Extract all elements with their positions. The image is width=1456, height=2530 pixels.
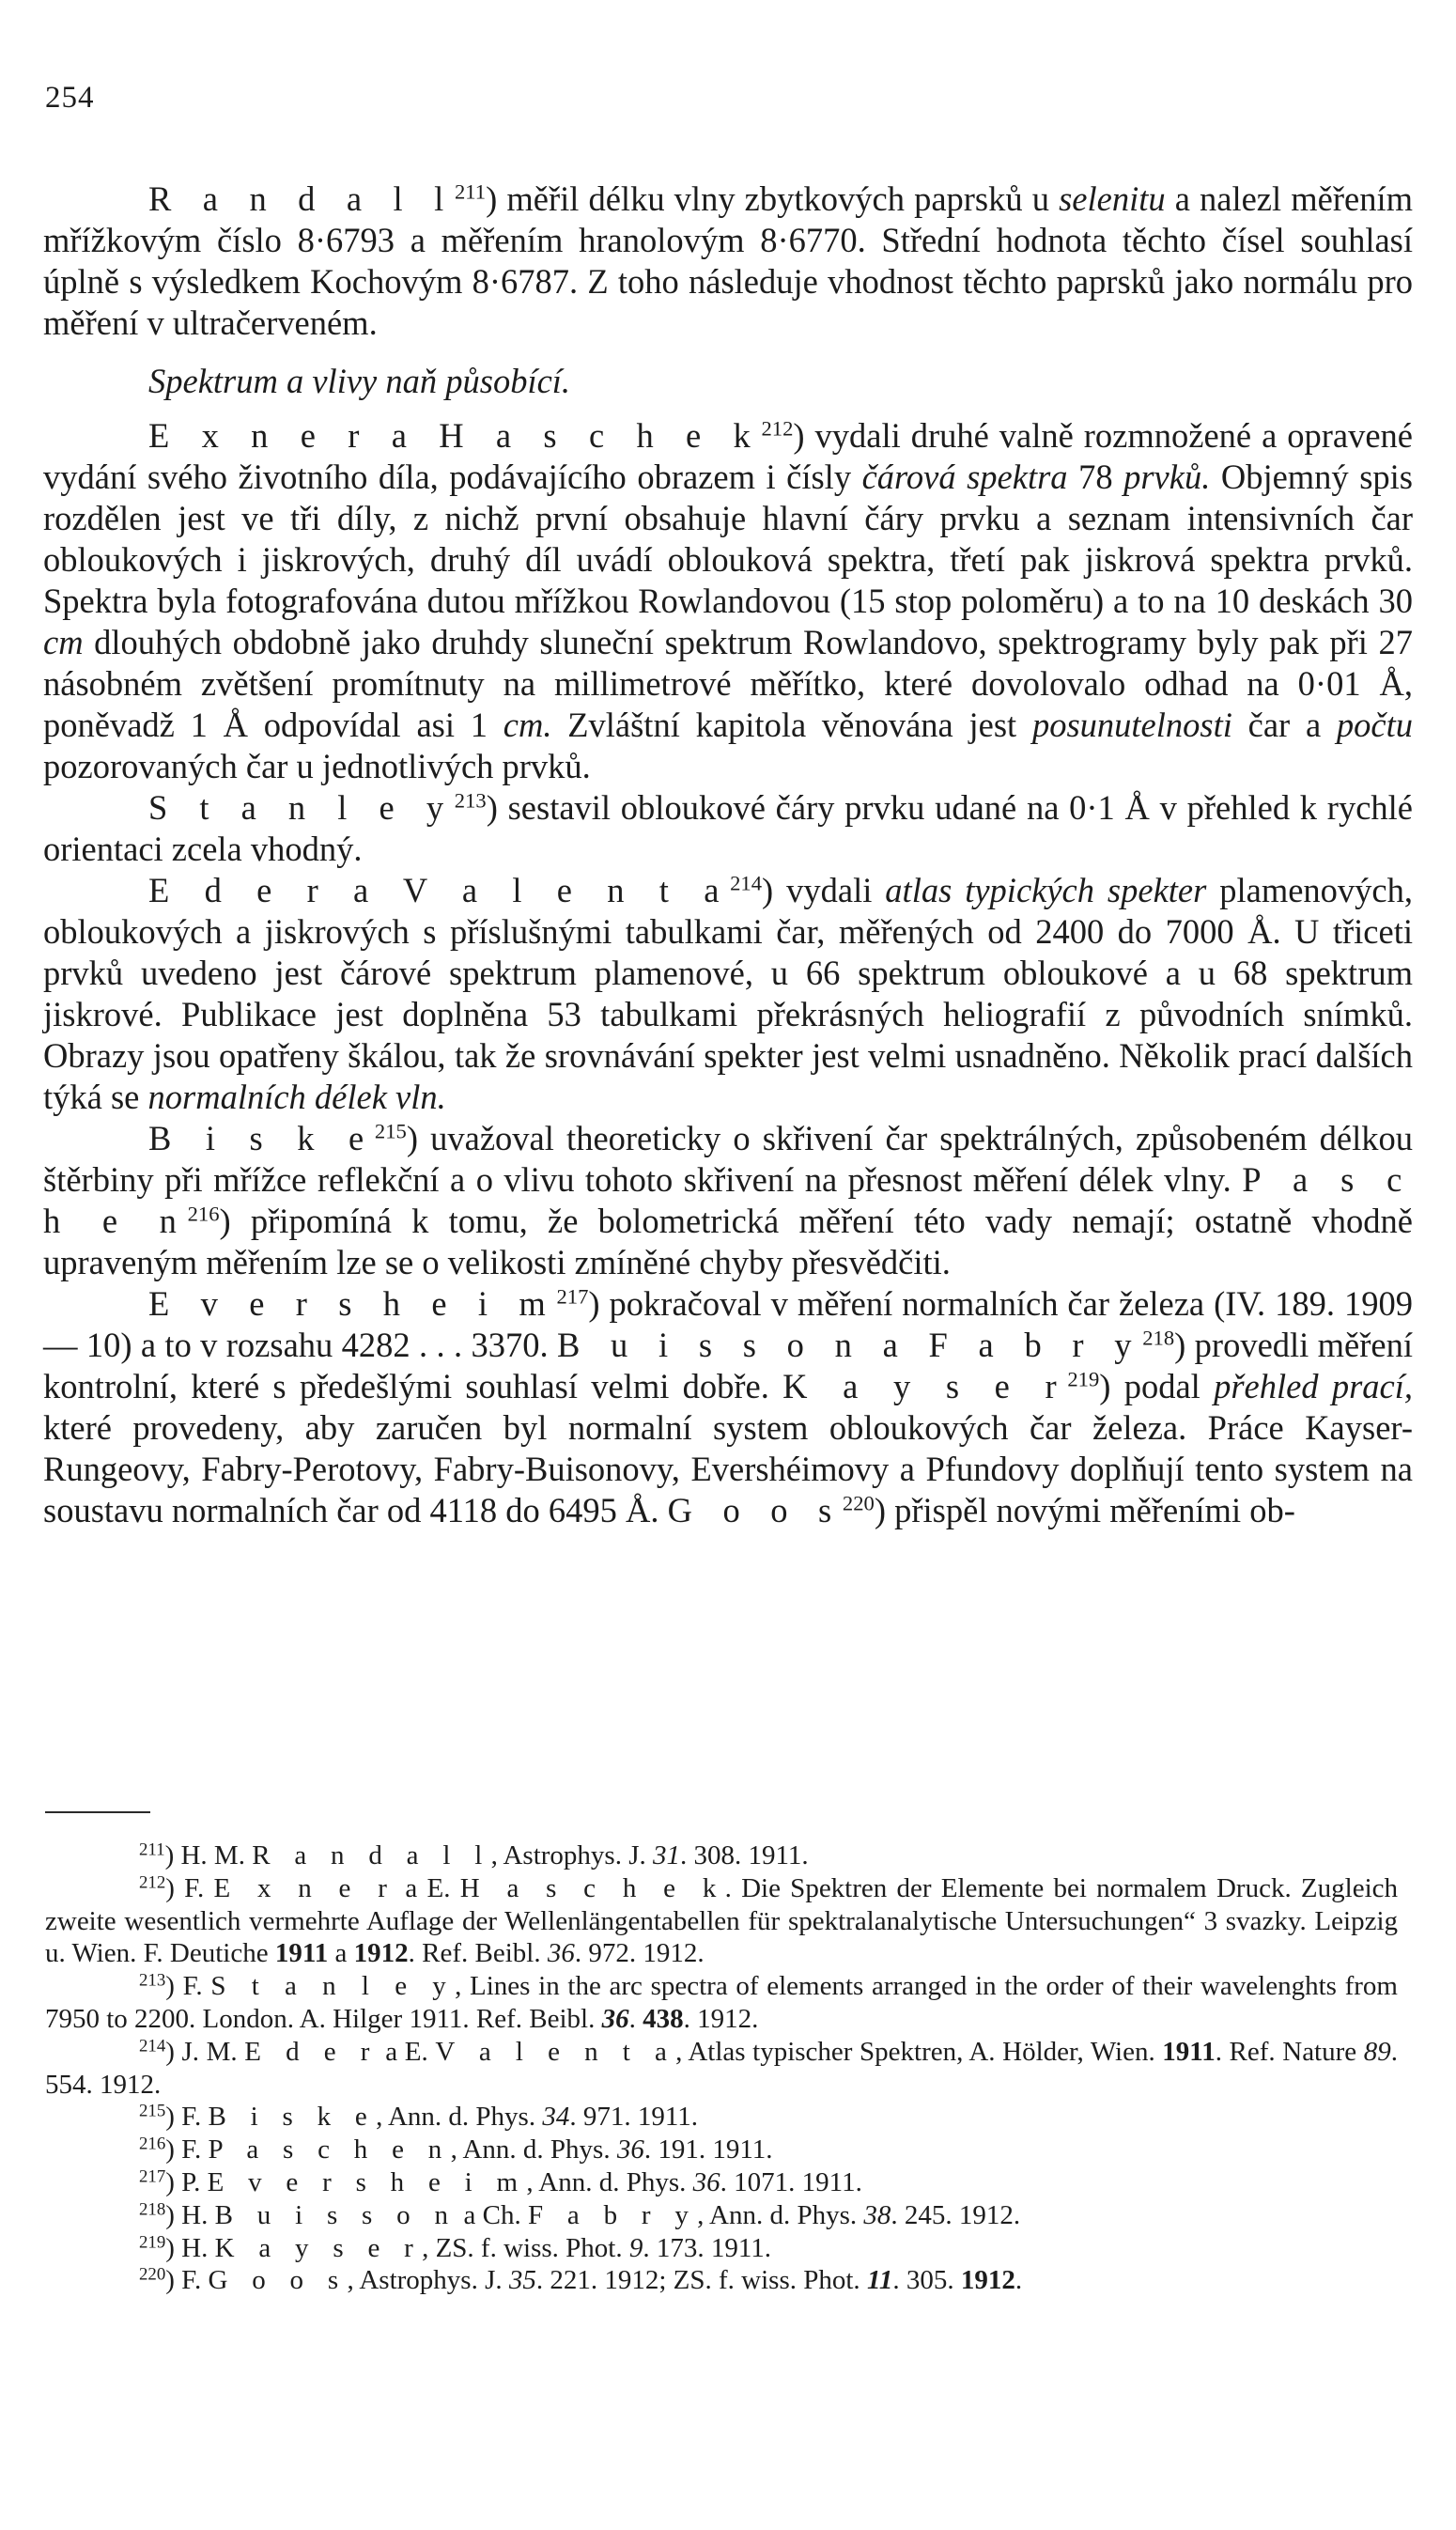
- author-name: B u i s s o n: [214, 2199, 457, 2230]
- emphasis-text: přehled prací,: [1214, 1367, 1413, 1405]
- text-run: . 191. 1911.: [643, 2134, 773, 2165]
- footnote-number: 218: [139, 2199, 166, 2220]
- text-run: ) podal: [1099, 1367, 1215, 1405]
- text-run: ) F.: [165, 2102, 209, 2133]
- text-run: , Lines in the arc spectra of elements arranged in the order of their wavelenghts from 7950 to 2200. London. A. Hilger 1911. Ref. Beibl.: [45, 1971, 1398, 2034]
- text-run: a Ch.: [457, 2199, 528, 2230]
- text-run: ) F.: [165, 2265, 209, 2296]
- footnote-211: [45, 1839, 1398, 1872]
- footnote-number: 211: [139, 1839, 165, 1860]
- paragraph-eversheim: [43, 1283, 1413, 1531]
- text-run: ) přispěl novými měřeními ob-: [874, 1491, 1295, 1529]
- text-run: . 1912.: [683, 2003, 759, 2034]
- author-name: G o o s: [667, 1491, 843, 1529]
- volume-number: 36: [692, 2166, 720, 2197]
- footnote-number: 217: [139, 2166, 166, 2187]
- footnote-ref[interactable]: 213: [454, 788, 487, 813]
- footnote-divider: [45, 1811, 150, 1813]
- author-name: E d e r a V a l e n t a: [148, 871, 731, 909]
- text-run: ) sestavil obloukové čáry prvku udané na 0·1 Å v přehled k rychlé orientaci zcela vhodný.: [43, 788, 1413, 868]
- author-name: H a s c h e k: [459, 1872, 725, 1903]
- emphasis-text: normalních délek vln.: [147, 1078, 446, 1116]
- text-run: ) P.: [165, 2166, 208, 2197]
- author-name: B u i s s o n a F a b r y: [556, 1326, 1143, 1364]
- text-run: ) pokračoval v měření normalních čar železa (IV. 189. 1909 — 10) a to v rozsahu 4282 . . . 3370.: [43, 1284, 1414, 1364]
- text-run: 78: [1067, 458, 1124, 496]
- footnote-220: [45, 2264, 1398, 2297]
- volume-number: 11: [866, 2265, 893, 2296]
- text-run: . 971. 1911.: [569, 2102, 699, 2133]
- text-run: ) vydali druhé valně rozmnožené a opravené vydání svého životního díla, podávajícího obrazem i čísly: [43, 416, 1413, 496]
- paragraph-exner-haschek: [43, 415, 1413, 787]
- text-run: , Atlas typischer Spektren, A. Hölder, Wien.: [675, 2036, 1163, 2067]
- text-run: , Astrophys. J.: [347, 2265, 509, 2296]
- emphasis-text: cm.: [503, 706, 552, 744]
- text-run: Zvláštní kapitola věnována jest: [551, 706, 1032, 744]
- text-run: dlouhých obdobně jako druhdy sluneční spektrum Rowlandovo, spektrogramy byly pak při 27 násobném zvětšení promítnuty na millimetrové měřítko, které dovolovalo odhad na 0·01 Å, poněvadž 1 Å odpovídal asi 1: [43, 623, 1413, 744]
- text-run: , Ann. d. Phys.: [526, 2166, 693, 2197]
- footnote-ref[interactable]: 215: [374, 1119, 407, 1143]
- paragraph-randall: [43, 178, 1413, 344]
- text-run: . 221. 1912; ZS. f. wiss. Phot.: [535, 2265, 867, 2296]
- year: 1911: [1162, 2036, 1216, 2067]
- text-run: a nalezl měřením mřížkovým číslo 8·6793 a měřením hranolovým 8·6770. Střední hodnota těchto čísel souhlasí úplně s výsledkem Kochovým 8·6787. Z toho následuje vhodnost těchto paprsků jako normálu pro měření v ultračerveném.: [43, 179, 1413, 342]
- text-run: . Ref. Nature: [1215, 2036, 1364, 2067]
- author-name: E v e r s h e i m: [148, 1284, 557, 1323]
- author-name: E x n e r: [213, 1872, 396, 1903]
- text-run: . Ref. Beibl.: [408, 1938, 548, 1969]
- footnote-number: 212: [139, 1872, 166, 1893]
- text-run: ) H.: [165, 2199, 215, 2230]
- text-run: Objemný spis rozdělen jest ve tři díly, z nichž první obsahuje hlavní čáry prvku a seznam intensivních čar obloukových i jiskrových, druhý díl uvádí oblouková spektra, třetí pak jiskrová spektra prvků. Spektra byla fotografována dutou mřížkou Rowlandovou (15 stop poloměru) a to na 10 deskách 30: [43, 458, 1413, 620]
- text-run: ) uvažoval theoreticky o skřivení čar spektrálných, způsobeném délkou štěrbiny při mřížce reflekční a o vlivu tohoto skřivení na přesnost měření délek vlny.: [43, 1119, 1413, 1199]
- footnote-number: 216: [139, 2134, 166, 2154]
- text-run: , ZS. f. wiss. Phot.: [422, 2232, 629, 2263]
- year: 1911: [274, 1938, 329, 1969]
- author-name: E d e r: [244, 2036, 379, 2067]
- footnotes: [45, 1839, 1398, 2297]
- text-run: . 245. 1912.: [891, 2199, 1021, 2230]
- author-name: E v e r s h e i m: [207, 2166, 527, 2197]
- footnote-ref[interactable]: 219: [1067, 1367, 1100, 1391]
- emphasis-text: posunutelnosti: [1031, 706, 1232, 744]
- text-run: . 972. 1912.: [574, 1938, 705, 1969]
- volume-number: 34: [542, 2102, 570, 2133]
- author-name: B i s k e: [208, 2102, 377, 2133]
- text-run: čar a: [1231, 706, 1337, 744]
- footnote-ref[interactable]: 217: [556, 1284, 589, 1309]
- text-run: . 305.: [892, 2265, 961, 2296]
- section-subheading: Spektrum a vlivy naň působící.: [148, 362, 571, 400]
- footnote-215: [45, 2101, 1398, 2134]
- page-number: 254: [45, 81, 95, 115]
- text-run: , Ann. d. Phys.: [450, 2134, 617, 2165]
- volume-number: 36: [547, 1938, 575, 1969]
- year: 1912: [353, 1938, 409, 1969]
- footnote-number: 219: [139, 2232, 166, 2253]
- footnote-number: 213: [139, 1970, 166, 1991]
- text-run: ) F.: [165, 1971, 211, 2002]
- text-run: a E.: [378, 2036, 436, 2067]
- text-run: a E.: [395, 1872, 460, 1903]
- text-run: ) H. M.: [164, 1840, 253, 1870]
- text-run: ) J. M.: [165, 2036, 245, 2067]
- paragraph-biske: [43, 1118, 1413, 1283]
- emphasis-text: počtu: [1336, 706, 1413, 744]
- text-run: .: [1015, 2265, 1023, 2296]
- author-name: K a y s e r: [782, 1367, 1068, 1405]
- author-name: E x n e r a H a s c h e k: [148, 416, 762, 455]
- footnote-216: [45, 2134, 1398, 2166]
- text-run: . 554. 1912.: [45, 2036, 1398, 2100]
- author-name: S t a n l e y: [148, 788, 455, 827]
- footnote-218: [45, 2199, 1398, 2232]
- volume-number: 38: [863, 2199, 891, 2230]
- text-run: ) F.: [165, 1872, 214, 1903]
- volume-number: 36: [601, 2003, 629, 2034]
- footnote-ref[interactable]: 218: [1142, 1326, 1175, 1350]
- volume-number: 36: [616, 2134, 644, 2165]
- footnote-ref[interactable]: 212: [761, 416, 794, 441]
- text-run: které provedeny, aby zaručen byl normalní system obloukových čar železa. Práce Kayser-Rungeovy, Fabry-Perotovy, Fabry-Buisonovy, Evershéimovy a Pfundovy doplňují tento system na soustavu normalních čar od 4118 do 6495 Å.: [43, 1408, 1413, 1529]
- footnote-number: 220: [139, 2264, 166, 2285]
- author-name: P a s c h e n: [208, 2134, 451, 2165]
- footnote-ref[interactable]: 211: [454, 179, 487, 204]
- footnote-number: 214: [139, 2036, 166, 2057]
- text-run: , Ann. d. Phys.: [697, 2199, 864, 2230]
- body-text: [43, 178, 1413, 1531]
- footnote-217: [45, 2166, 1398, 2199]
- emphasis-text: čárová spektra: [861, 458, 1068, 496]
- emphasis-text: cm: [43, 623, 84, 661]
- page-ref: 438: [643, 2003, 684, 2034]
- text-run: . 308. 1911.: [679, 1840, 809, 1870]
- text-run: ) připomíná k tomu, že bolometrická měření této vady nemají; ostatně vhodně upraveným měřením lze se o velikosti zmíněné chyby přesvědčiti.: [43, 1202, 1413, 1281]
- author-name: S t a n l e y: [210, 1971, 456, 2002]
- footnote-214: [45, 2036, 1398, 2102]
- text-run: ) vydali: [762, 871, 886, 909]
- text-run: plamenových, obloukových a jiskrových s příslušnými tabulkami čar, měřených od 2400 do 7000 Å. U třiceti prvků uvedeno jest čárové spektrum plamenové, u 66 spektrum obloukové a u 68 spektrum jiskrové. Publikace jest doplněna 53 tabulkami překrásných heliografií z původních snímků. Obrazy jsou opatřeny škálou, tak že srovnávání spekter jest velmi usnadněno. Několik prací dalších týká se: [43, 871, 1414, 1116]
- paragraph-eder-valenta: [43, 870, 1413, 1118]
- footnote-ref[interactable]: 220: [842, 1491, 875, 1515]
- emphasis-text: prvků.: [1123, 458, 1211, 496]
- text-run: .: [628, 2003, 643, 2034]
- text-run: . 173. 1911.: [643, 2232, 772, 2263]
- volume-number: 89: [1363, 2036, 1391, 2067]
- author-name: R a n d a l l: [148, 179, 455, 218]
- author-name: V a l e n t a: [435, 2036, 676, 2067]
- author-name: F a b r y: [527, 2199, 698, 2230]
- author-name: B i s k e: [148, 1119, 375, 1157]
- footnote-213: [45, 1970, 1398, 2036]
- emphasis-text: selenitu: [1059, 179, 1166, 218]
- text-run: ) H.: [165, 2232, 215, 2263]
- text-run: a: [328, 1938, 354, 1969]
- year: 1912: [960, 2265, 1015, 2296]
- text-run: ) měřil délku vlny zbytkových paprsků u: [486, 179, 1060, 218]
- footnote-ref[interactable]: 214: [730, 871, 763, 895]
- author-name: G o o s: [208, 2265, 348, 2296]
- text-run: ) F.: [165, 2134, 209, 2165]
- volume-number: 9: [628, 2232, 643, 2263]
- text-run: , Astrophys. J.: [490, 1840, 653, 1870]
- footnote-212: [45, 1872, 1398, 1970]
- emphasis-text: atlas typických spekter: [885, 871, 1207, 909]
- text-run: . 1071. 1911.: [720, 2166, 862, 2197]
- author-name: R a n d a l l: [252, 1840, 491, 1870]
- text-run: ) provedli měření kontrolní, které s předešlými souhlasí velmi dobře.: [43, 1326, 1413, 1405]
- author-name: K a y s e r: [214, 2232, 423, 2263]
- footnote-219: [45, 2232, 1398, 2265]
- text-run: . Die Spektren der Elemente bei normalem Druck. Zugleich zweite wesentlich vermehrte Auflage der Wellenlängentabellen für spektralanalytische Untersuchungen“ 3 svazky. Leipzig u. Wien. F. Deutiche: [45, 1872, 1398, 1969]
- volume-number: 35: [508, 2265, 536, 2296]
- footnote-ref[interactable]: 216: [187, 1202, 220, 1226]
- text-run: , Ann. d. Phys.: [376, 2102, 543, 2133]
- footnote-number: 215: [139, 2101, 166, 2121]
- paragraph-stanley: [43, 787, 1413, 870]
- volume-number: 31: [652, 1840, 680, 1870]
- author-name: P a s c h e n: [43, 1160, 1414, 1240]
- text-run: pozorovaných čar u jednotlivých prvků.: [43, 747, 591, 785]
